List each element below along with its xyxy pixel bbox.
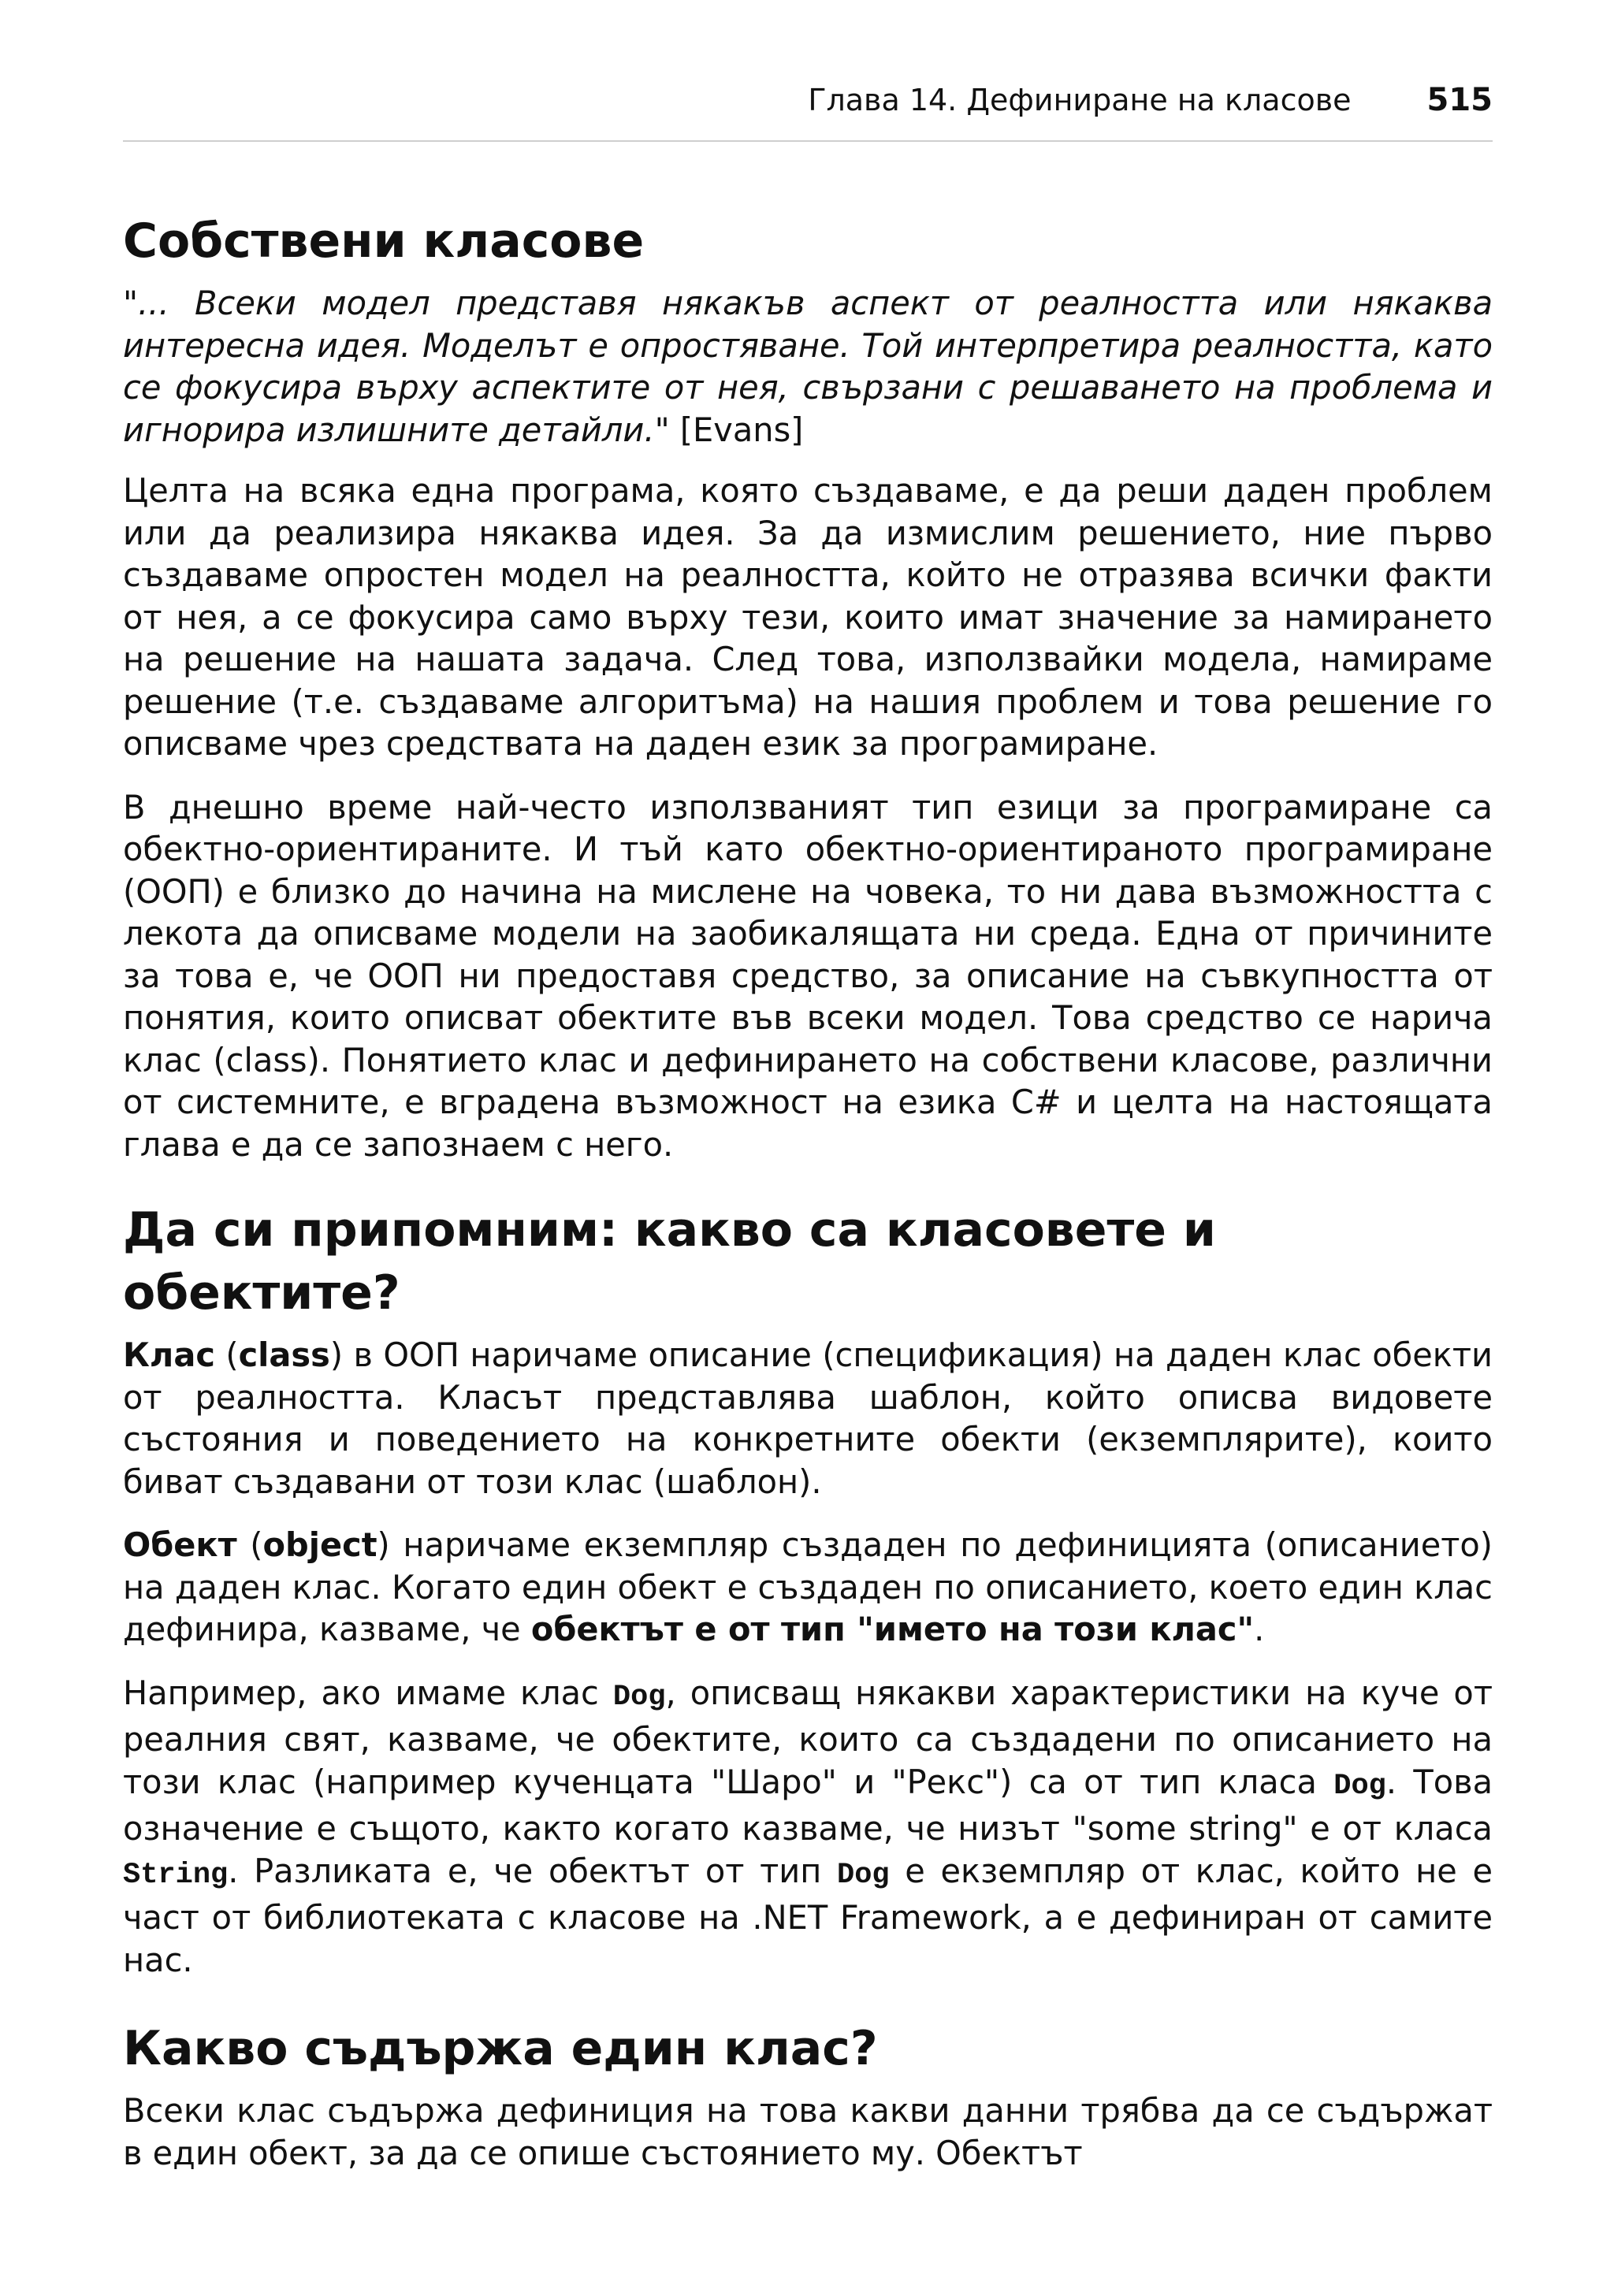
page-number: 515 [1426, 82, 1493, 118]
chapter-title: Глава 14. Дефиниране на класове [808, 83, 1352, 117]
section-heading-own-classes: Собствени класове [123, 214, 645, 269]
paragraph-dog-example [123, 1672, 1493, 1982]
example-text: е екземпляр от клас, който не е част от библиотеката с класове на .NET Framework, а е дефиниран от самите нас. [123, 1851, 1493, 1979]
paragraph-class-definition [123, 1334, 1493, 1503]
header-divider [123, 140, 1493, 142]
term-object-en: object [262, 1525, 377, 1564]
running-header [123, 82, 1493, 118]
quote-text: ... Всеки модел представя някакъв аспект от реалността или някаква интересна идея. Моделът е опростяване. Той интерпретира реалността, като се фокусира върху аспектите от нея, свързани с решаването на проблема и игнорира излишните детайли. [123, 284, 1493, 449]
epigraph-quote [123, 282, 1493, 451]
paragraph-oop-languages: В днешно време най-често използваният тип езици за програмиране са обектно-ориентираните. И тъй като обектно-ориентираното програмиране (ООП) е близко до начина на мислене на човека, то ни дава възможността с лекота да описваме модели на заобикалящата ни среда. Една от причините за това е, че ООП ни предоставя средство, за описание на съвкупността от понятия, които описват обектите във всеки модел. Това средство се нарича клас (class). Понятието клас и дефинирането на собствени класове, различни от системните, е вградена възможност на езика C# и целта на настоящата глава е да се запознаем с него. [123, 787, 1493, 1164]
object-definition-text: ) наричаме екземпляр създаден по дефиницията (описанието) на даден клас. Когато един обект е създаден по описанието, което един клас дефинира, казваме, че [123, 1525, 1493, 1648]
object-type-emphasis: обектът е от тип "името на този клас" [530, 1610, 1255, 1648]
example-text: Например, ако имаме клас [123, 1673, 613, 1712]
paren-open: ( [236, 1525, 263, 1564]
code-string: String [123, 1858, 229, 1892]
term-class-en: class [238, 1336, 330, 1374]
paragraph-class-contents: Всеки клас съдържа дефиниция на това какви данни трябва да се съдържат в един обект, за да се опише състоянието му. Обектът [123, 2091, 1493, 2172]
section-heading-class-contents: Какво съдържа един клас? [123, 2021, 878, 2076]
code-dog: Dog [1333, 1769, 1386, 1803]
quote-attribution: " [Evans] [654, 410, 804, 449]
code-dog: Dog [612, 1680, 666, 1714]
section-heading-classes-objects: Да си припомним: какво са класовете и обектите? [123, 1202, 1216, 1321]
term-class: Клас [123, 1336, 215, 1374]
class-definition-text: ) в ООП наричаме описание (спецификация) на даден клас обекти от реалността. Класът представлява шаблон, който описва видовете състояния и поведението на конкретните обекти (екземплярите), които биват създавани от този клас (шаблон). [123, 1336, 1493, 1501]
code-dog: Dog [837, 1858, 890, 1892]
example-text: , описващ някакви характеристики на куче от реалния свят, казваме, че обектите, които са създадени по описанието на този клас (например кученцата "Шаро" и "Рекс") са от тип класа [123, 1673, 1493, 1801]
page-content [123, 210, 1493, 2195]
period: . [1254, 1610, 1265, 1648]
term-object: Обект [123, 1525, 237, 1564]
example-text: . Това означение е същото, както когато казваме, че низът "some string" е от класа [123, 1762, 1493, 1848]
paragraph-program-goal: Целта на всяка една програма, която създаваме, е да реши даден проблем или да реализира някаква идея. За да измислим решението, ние първо създаваме опростен модел на реалността, който не отразява всички факти от нея, а се фокусира само върху тези, които имат значение за намирането на решение на нашата задача. След това, използвайки модела, намираме решение (т.е. създаваме алгоритъма) на нашия проблем и това решение го описваме чрез средствата на даден език за програмиране. [123, 471, 1493, 763]
example-text: . Разликата е, че обектът от тип [228, 1851, 837, 1890]
paragraph-object-definition [123, 1524, 1493, 1651]
quote-open-mark: " [123, 284, 139, 322]
paren-open: ( [214, 1336, 239, 1374]
